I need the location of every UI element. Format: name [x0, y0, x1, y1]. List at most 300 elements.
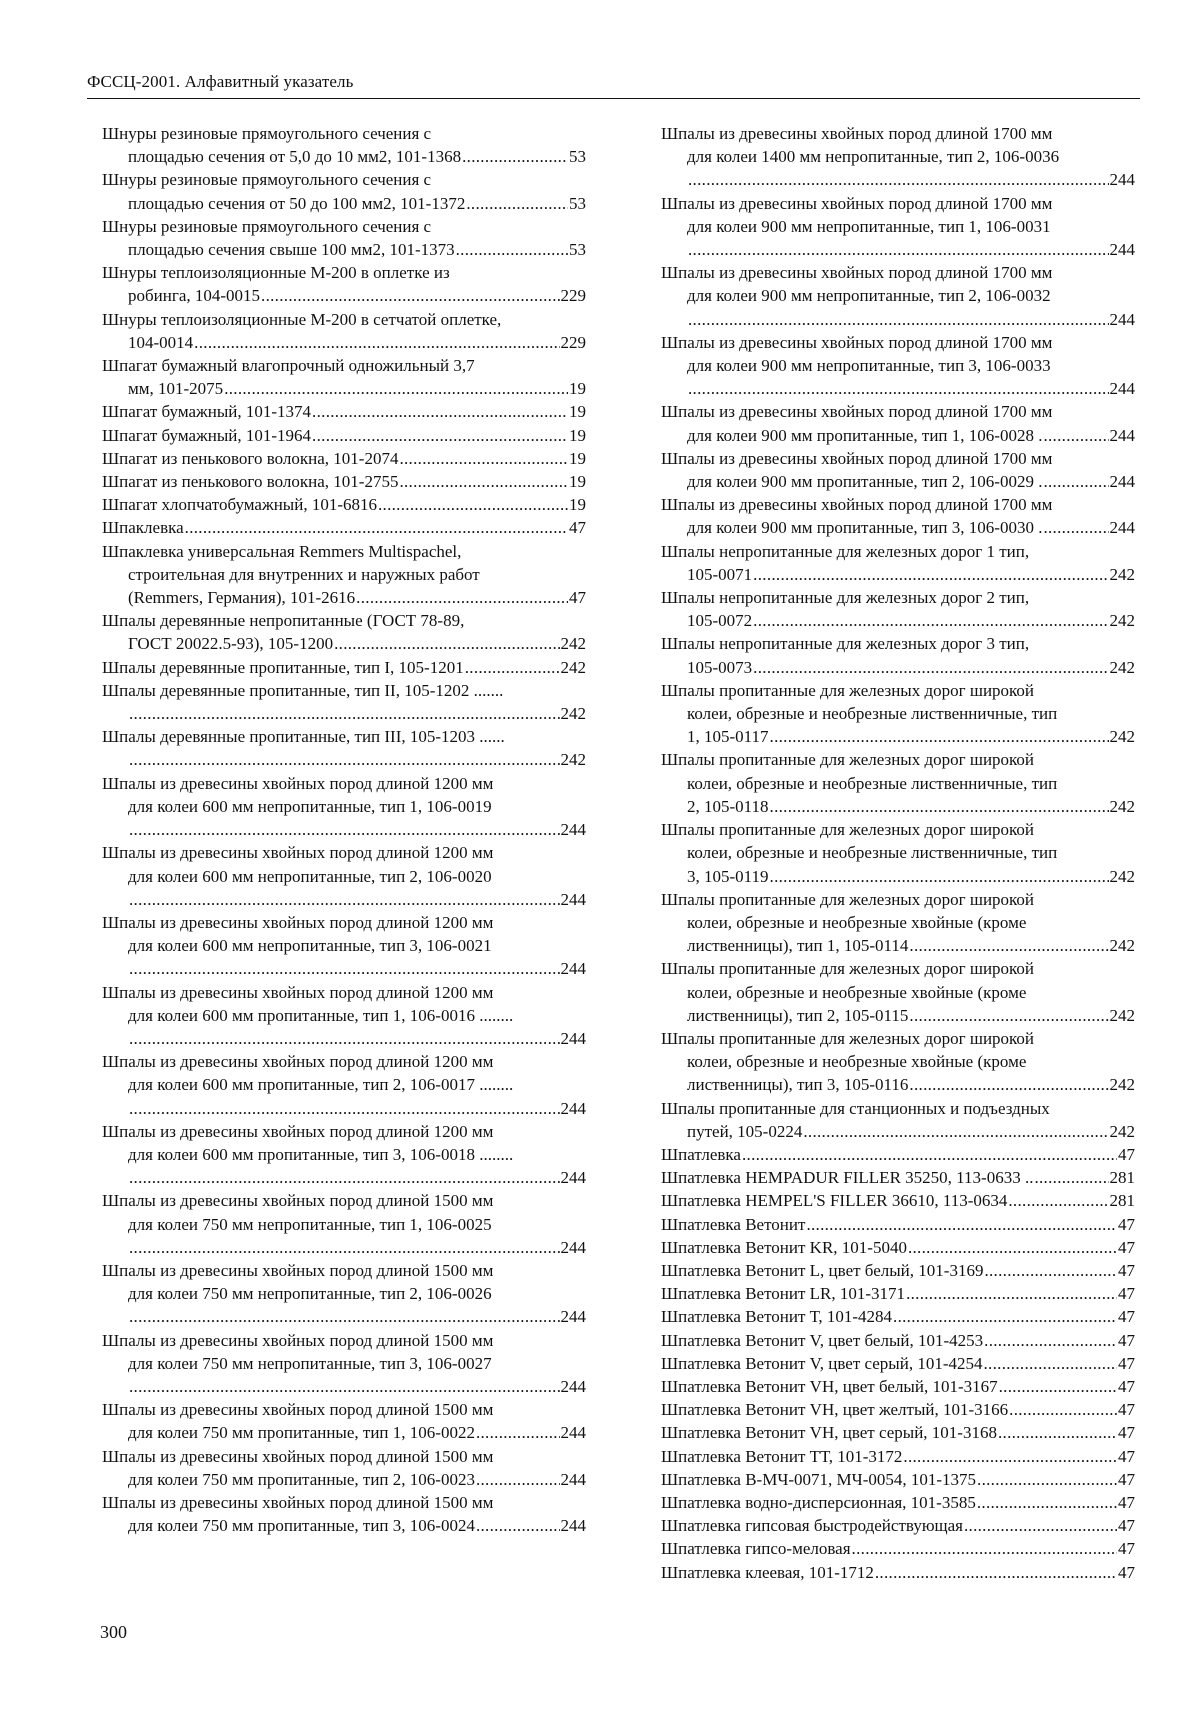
- entry-leader-line: [102, 586, 586, 609]
- index-entry: [661, 1282, 1135, 1305]
- entry-page-number: 242: [1109, 564, 1135, 584]
- entry-leader-line: [102, 447, 586, 470]
- entry-text: ГОСТ 20022.5-93), 105-1200: [128, 634, 334, 654]
- entry-text-line: Шнуры резиновые прямоугольного сечения с: [102, 124, 432, 143]
- entry-page-number: 244: [1109, 170, 1135, 190]
- index-entry: [102, 168, 586, 214]
- entry-page-number: 47: [569, 518, 586, 538]
- entry-leader-line: [102, 1305, 586, 1328]
- dot-leader: [984, 1352, 1118, 1375]
- index-entry: [661, 957, 1135, 1027]
- entry-text: мм, 101-2075: [128, 379, 224, 399]
- dot-leader: [770, 725, 1109, 748]
- entry-leader-line: [661, 470, 1135, 493]
- entry-leader-line: [102, 400, 586, 423]
- dot-leader: [770, 795, 1109, 818]
- entry-page-number: 242: [1109, 1005, 1135, 1025]
- index-entry: [102, 308, 586, 354]
- entry-text-line: Шпалы непропитанные для железных дорог 1 тип,: [661, 541, 1030, 561]
- entry-text-line: колеи, обрезные и необрезные хвойные (кроме: [687, 912, 1027, 932]
- entry-text-line: для колеи 900 мм непропитанные, тип 3, 106-0033: [687, 356, 1051, 376]
- dot-leader: [129, 748, 560, 771]
- dot-leader: [312, 400, 568, 423]
- dot-leader: [806, 1213, 1117, 1236]
- dot-leader: [476, 1514, 560, 1537]
- entry-text-line: для колеи 600 мм пропитанные, тип 2, 106-0017 ........: [128, 1075, 514, 1095]
- entry-page-number: 244: [560, 1423, 586, 1443]
- entry-text: робинга, 104-0015: [128, 286, 261, 306]
- entry-text-line: Шпалы из древесины хвойных пород длиной 1500 мм: [102, 1260, 494, 1280]
- entry-text-line: колеи, обрезные и необрезные лиственничные, тип: [687, 843, 1058, 863]
- entry-text-line: Шпалы из древесины хвойных пород длиной 1700 мм: [661, 402, 1053, 422]
- entry-leader-line: [661, 865, 1135, 888]
- entry-leader-line: [661, 795, 1135, 818]
- entry-leader-line: [102, 145, 586, 168]
- dot-leader: [129, 957, 560, 980]
- entry-text-line: Шпалы из древесины хвойных пород длиной 1700 мм: [661, 448, 1053, 468]
- entry-page-number: 244: [1109, 518, 1135, 538]
- entry-text: Шпагат бумажный, 101-1964: [102, 425, 312, 445]
- index-entry: [661, 818, 1135, 888]
- index-entry: [102, 1189, 586, 1259]
- entry-leader-line: [102, 377, 586, 400]
- index-entry: [661, 1213, 1135, 1236]
- entry-page-number: 244: [560, 820, 586, 840]
- dot-leader: [984, 1259, 1117, 1282]
- dot-leader: [770, 865, 1109, 888]
- dot-leader: [462, 145, 568, 168]
- entry-text-line: Шпалы из древесины хвойных пород длиной 1200 мм: [102, 1121, 494, 1141]
- dot-leader: [465, 656, 560, 679]
- index-entry: [102, 540, 586, 610]
- entry-page-number: 244: [1109, 379, 1135, 399]
- entry-text-line: Шпалы из древесины хвойных пород длиной 1500 мм: [102, 1492, 494, 1512]
- entry-leader-line: [661, 1073, 1135, 1096]
- entry-page-number: 242: [560, 704, 586, 724]
- entry-page-number: 242: [1109, 727, 1135, 747]
- entry-page-number: 47: [1118, 1539, 1135, 1559]
- index-entry: [102, 261, 586, 307]
- index-entry: [102, 1491, 586, 1537]
- entry-page-number: 242: [1109, 657, 1135, 677]
- index-entry: [661, 540, 1135, 586]
- entry-leader-line: [661, 168, 1135, 191]
- entry-page-number: 242: [1109, 1075, 1135, 1095]
- entry-leader-line: [661, 1236, 1135, 1259]
- dot-leader: [688, 168, 1109, 191]
- dot-leader: [906, 1282, 1117, 1305]
- entry-leader-line: [102, 192, 586, 215]
- entry-page-number: 47: [1118, 1330, 1135, 1350]
- entry-page-number: 244: [560, 959, 586, 979]
- dot-leader: [984, 1329, 1117, 1352]
- dot-leader: [129, 1097, 560, 1120]
- entry-page-number: 242: [1109, 1121, 1135, 1141]
- entry-page-number: 242: [1109, 611, 1135, 631]
- entry-page-number: 244: [560, 1028, 586, 1048]
- index-entry: [661, 1421, 1135, 1444]
- entry-leader-line: [661, 377, 1135, 400]
- entry-page-number: 47: [1118, 1376, 1135, 1396]
- entry-page-number: 47: [1118, 1492, 1135, 1512]
- index-entry: [102, 1050, 586, 1120]
- entry-text: Шпатлевка: [661, 1144, 741, 1164]
- entry-leader-line: [102, 284, 586, 307]
- entry-leader-line: [661, 609, 1135, 632]
- entry-text: 105-0072: [687, 611, 753, 631]
- entry-leader-line: [661, 656, 1135, 679]
- dot-leader: [356, 586, 568, 609]
- entry-page-number: 47: [1118, 1284, 1135, 1304]
- dot-leader: [998, 1421, 1117, 1444]
- entry-text: Шпатлевка Ветонит VH, цвет белый, 101-3167: [661, 1376, 998, 1396]
- entry-leader-line: [661, 1143, 1135, 1166]
- index-entry: [661, 1143, 1135, 1166]
- entry-text-line: Шпалы из древесины хвойных пород длиной 1200 мм: [102, 773, 494, 793]
- entry-text: Шпатлевка Ветонит VH, цвет серый, 101-3168: [661, 1423, 997, 1443]
- index-entry: [661, 748, 1135, 818]
- entry-leader-line: [102, 748, 586, 771]
- dot-leader: [261, 284, 559, 307]
- entry-text-line: Шпалы из древесины хвойных пород длиной 1700 мм: [661, 332, 1053, 352]
- entry-page-number: 229: [560, 332, 586, 352]
- entry-page-number: 244: [560, 889, 586, 909]
- dot-leader: [977, 1491, 1117, 1514]
- page-header: [87, 72, 1140, 99]
- dot-leader: [753, 563, 1108, 586]
- entry-page-number: 47: [1118, 1469, 1135, 1489]
- entry-page-number: 242: [1109, 936, 1135, 956]
- entry-page-number: 229: [560, 286, 586, 306]
- entry-leader-line: [102, 632, 586, 655]
- index-entry: [661, 400, 1135, 446]
- dot-leader: [476, 1468, 560, 1491]
- entry-text-line: Шпалы непропитанные для железных дорог 2 тип,: [661, 588, 1030, 608]
- dot-leader: [1008, 1189, 1108, 1212]
- entry-text-line: для колеи 750 мм непропитанные, тип 3, 106-0027: [128, 1353, 492, 1373]
- index-entry: [661, 1445, 1135, 1468]
- entry-text: Шпатлевка Ветонит V, цвет белый, 101-4253: [661, 1330, 984, 1350]
- index-entry: [661, 1491, 1135, 1514]
- dot-leader: [456, 238, 568, 261]
- index-entry: [102, 772, 586, 842]
- entry-page-number: 47: [1118, 1562, 1135, 1582]
- entry-text-line: Шпалы из древесины хвойных пород длиной 1200 мм: [102, 982, 494, 1002]
- entry-text: для колеи 900 мм пропитанные, тип 2, 106-0029 .: [687, 472, 1043, 492]
- entry-text-line: Шнуры теплоизоляционные М-200 в оплетке из: [102, 263, 450, 283]
- entry-text-line: Шпалы из древесины хвойных пород длиной 1500 мм: [102, 1191, 494, 1211]
- entry-text-line: Шпалы пропитанные для железных дорог широкой: [661, 959, 1035, 979]
- entry-text-line: Шпалы пропитанные для станционных и подъездных: [661, 1098, 1050, 1118]
- dot-leader: [742, 1143, 1117, 1166]
- entry-text: 2, 105-0118: [687, 796, 769, 816]
- entry-leader-line: [102, 331, 586, 354]
- entry-page-number: 242: [1109, 796, 1135, 816]
- index-entry: [102, 400, 586, 423]
- index-entry: [661, 261, 1135, 331]
- entry-text: 104-0014: [128, 332, 194, 352]
- entry-text-line: для колеи 750 мм непропитанные, тип 1, 106-0025: [128, 1214, 492, 1234]
- dot-leader: [378, 493, 568, 516]
- index-entry: [661, 1329, 1135, 1352]
- index-entry: [661, 1352, 1135, 1375]
- dot-leader: [399, 447, 568, 470]
- entry-text-line: Шпалы из древесины хвойных пород длиной 1700 мм: [661, 193, 1053, 213]
- entry-page-number: 281: [1109, 1168, 1135, 1188]
- entry-text-line: Шпалы пропитанные для железных дорог широкой: [661, 750, 1035, 770]
- entry-text-line: Шпалы пропитанные для железных дорог широкой: [661, 1028, 1035, 1048]
- entry-leader-line: [102, 238, 586, 261]
- index-entry: [102, 424, 586, 447]
- index-entry: [102, 981, 586, 1051]
- dot-leader: [852, 1537, 1117, 1560]
- dot-leader: [753, 609, 1108, 632]
- index-entry: [661, 1537, 1135, 1560]
- entry-text: площадью сечения от 5,0 до 10 мм2, 101-1368: [128, 147, 462, 167]
- entry-text: Шпатлевка клеевая, 101-1712: [661, 1562, 874, 1582]
- index-entry: [661, 586, 1135, 632]
- entry-text-line: Шпалы из древесины хвойных пород длиной 1200 мм: [102, 843, 494, 863]
- dot-leader: [999, 1375, 1117, 1398]
- index-entry: [102, 841, 586, 911]
- entry-leader-line: [102, 818, 586, 841]
- dot-leader: [194, 331, 559, 354]
- dot-leader: [312, 424, 568, 447]
- entry-text: для колеи 900 мм пропитанные, тип 1, 106-0028 .: [687, 425, 1043, 445]
- dot-leader: [1034, 1166, 1108, 1189]
- entry-text-line: Шпалы деревянные пропитанные, тип III, 105-1203 ......: [102, 727, 505, 747]
- entry-page-number: 244: [1109, 309, 1135, 329]
- entry-leader-line: [102, 1166, 586, 1189]
- entry-text: площадью сечения свыше 100 мм2, 101-1373: [128, 240, 455, 260]
- entry-text-line: колеи, обрезные и необрезные хвойные (кроме: [687, 1052, 1027, 1072]
- dot-leader: [129, 1375, 560, 1398]
- entry-page-number: 242: [560, 657, 586, 677]
- entry-leader-line: [102, 470, 586, 493]
- entry-leader-line: [661, 1514, 1135, 1537]
- entry-page-number: 244: [560, 1237, 586, 1257]
- entry-text: Шпаклевка: [102, 518, 184, 538]
- entry-page-number: 19: [569, 379, 586, 399]
- page-number: 300: [100, 1622, 127, 1642]
- index-entry: [661, 1259, 1135, 1282]
- entry-leader-line: [661, 1120, 1135, 1143]
- entry-text-line: Шнуры резиновые прямоугольного сечения с: [102, 216, 432, 236]
- entry-leader-line: [661, 1468, 1135, 1491]
- right-column: [661, 122, 1135, 1584]
- entry-text-line: Шпалы пропитанные для железных дорог широкой: [661, 889, 1035, 909]
- entry-text-line: для колеи 900 мм непропитанные, тип 2, 106-0032: [687, 286, 1051, 306]
- entry-page-number: 19: [569, 402, 586, 422]
- entry-text-line: Шпалы пропитанные для железных дорог широкой: [661, 820, 1035, 840]
- entry-text: Шпатлевка гипсовая быстродействующая: [661, 1516, 963, 1536]
- index-entry: [661, 1305, 1135, 1328]
- entry-leader-line: [102, 1468, 586, 1491]
- entry-text: Шпатлевка HEMPADUR FILLER 35250, 113-0633 ..: [661, 1168, 1034, 1188]
- entry-text-line: Шпалы из древесины хвойных пород длиной 1200 мм: [102, 1052, 494, 1072]
- dot-leader: [129, 1166, 560, 1189]
- entry-page-number: 281: [1109, 1191, 1135, 1211]
- index-entry: [102, 1398, 586, 1444]
- dot-leader: [399, 470, 568, 493]
- entry-leader-line: [661, 934, 1135, 957]
- entry-leader-line: [661, 308, 1135, 331]
- entry-page-number: 244: [560, 1376, 586, 1396]
- dot-leader: [908, 1236, 1117, 1259]
- index-entry: [661, 1027, 1135, 1097]
- index-entry: [661, 122, 1135, 192]
- entry-text-line: колеи, обрезные и необрезные лиственничные, тип: [687, 773, 1058, 793]
- entry-text: 1, 105-0117: [687, 727, 769, 747]
- entry-leader-line: [661, 725, 1135, 748]
- entry-page-number: 242: [560, 750, 586, 770]
- entry-leader-line: [661, 424, 1135, 447]
- index-entry: [102, 1445, 586, 1491]
- entry-leader-line: [661, 1375, 1135, 1398]
- entry-text-line: Шпалы деревянные непропитанные (ГОСТ 78-89,: [102, 611, 465, 631]
- entry-page-number: 244: [1109, 425, 1135, 445]
- index-entry: [661, 1561, 1135, 1584]
- entry-text-line: Шпалы деревянные пропитанные, тип II, 105-1202 .......: [102, 680, 504, 700]
- dot-leader: [688, 308, 1109, 331]
- entry-text-line: для колеи 1400 мм непропитанные, тип 2, 106-0036: [687, 147, 1060, 167]
- entry-page-number: 244: [560, 1516, 586, 1536]
- entry-text: Шпатлевка Ветонит: [661, 1214, 806, 1234]
- entry-leader-line: [661, 1352, 1135, 1375]
- entry-leader-line: [661, 1282, 1135, 1305]
- entry-text: для колеи 900 мм пропитанные, тип 3, 106-0030 .: [687, 518, 1043, 538]
- index-entry: [661, 331, 1135, 401]
- entry-text: для колеи 750 мм пропитанные, тип 2, 106-0023: [128, 1469, 475, 1489]
- dot-leader: [688, 377, 1109, 400]
- entry-leader-line: [661, 1561, 1135, 1584]
- entry-leader-line: [661, 1398, 1135, 1421]
- entry-text-line: Шнуры резиновые прямоугольного сечения с: [102, 170, 432, 190]
- entry-text: лиственницы), тип 2, 105-0115: [687, 1005, 909, 1025]
- entry-text: 105-0071: [687, 564, 753, 584]
- entry-text: Шпатлевка водно-дисперсионная, 101-3585: [661, 1492, 976, 1512]
- dot-leader: [903, 1445, 1117, 1468]
- entry-leader-line: [102, 1421, 586, 1444]
- entry-leader-line: [661, 1189, 1135, 1212]
- index-entry: [102, 470, 586, 493]
- dot-leader: [977, 1468, 1117, 1491]
- entry-page-number: 19: [569, 425, 586, 445]
- entry-leader-line: [661, 1259, 1135, 1282]
- index-entry: [661, 493, 1135, 539]
- entry-leader-line: [661, 1166, 1135, 1189]
- index-entry: [661, 1468, 1135, 1491]
- entry-page-number: 47: [1118, 1353, 1135, 1373]
- entry-leader-line: [661, 1445, 1135, 1468]
- entry-page-number: 242: [1109, 866, 1135, 886]
- entry-leader-line: [102, 1097, 586, 1120]
- dot-leader: [1043, 470, 1108, 493]
- dot-leader: [129, 702, 560, 725]
- entry-leader-line: [661, 1004, 1135, 1027]
- dot-leader: [803, 1120, 1108, 1143]
- entry-page-number: 19: [569, 472, 586, 492]
- dot-leader: [129, 1027, 560, 1050]
- entry-page-number: 53: [569, 147, 586, 167]
- entry-text-line: Шпалы из древесины хвойных пород длиной 1200 мм: [102, 912, 494, 932]
- entry-leader-line: [102, 888, 586, 911]
- entry-leader-line: [661, 1213, 1135, 1236]
- dot-leader: [129, 818, 560, 841]
- index-entry: [661, 1375, 1135, 1398]
- index-entry: [102, 609, 586, 655]
- entry-leader-line: [661, 238, 1135, 261]
- index-entry: [661, 192, 1135, 262]
- entry-page-number: 242: [560, 634, 586, 654]
- entry-text: площадью сечения от 50 до 100 мм2, 101-1372: [128, 193, 466, 213]
- entry-text: Шпатлевка Ветонит VH, цвет желтый, 101-3166: [661, 1400, 1009, 1420]
- index-entry: [102, 1120, 586, 1190]
- entry-leader-line: [661, 1329, 1135, 1352]
- index-entry: [102, 122, 586, 168]
- index-entry: [102, 1329, 586, 1399]
- index-entry: [661, 1514, 1135, 1537]
- entry-page-number: 47: [569, 588, 586, 608]
- header-title: ФССЦ-2001. Алфавитный указатель: [87, 72, 354, 91]
- index-entry: [102, 725, 586, 771]
- entry-text: Шпагат из пенькового волокна, 101-2755: [102, 472, 399, 492]
- entry-page-number: 53: [569, 193, 586, 213]
- dot-leader: [185, 516, 568, 539]
- entry-leader-line: [661, 1421, 1135, 1444]
- dot-leader: [893, 1305, 1117, 1328]
- entry-text-line: Шпагат бумажный влагопрочный одножильный 3,7: [102, 356, 475, 376]
- index-entry: [661, 1189, 1135, 1212]
- entry-text: 3, 105-0119: [687, 866, 769, 886]
- entry-page-number: 47: [1118, 1214, 1135, 1234]
- entry-text-line: для колеи 600 мм непропитанные, тип 2, 106-0020: [128, 866, 492, 886]
- entry-text-line: для колеи 600 мм непропитанные, тип 1, 106-0019: [128, 796, 492, 816]
- entry-page-number: 47: [1118, 1400, 1135, 1420]
- index-entry: [661, 1166, 1135, 1189]
- index-entry: [102, 215, 586, 261]
- entry-text: для колеи 750 мм пропитанные, тип 1, 106-0022: [128, 1423, 475, 1443]
- index-entry: [102, 679, 586, 725]
- entry-leader-line: [102, 493, 586, 516]
- dot-leader: [1009, 1398, 1117, 1421]
- entry-page-number: 47: [1118, 1446, 1135, 1466]
- entry-page-number: 47: [1118, 1423, 1135, 1443]
- entry-text: лиственницы), тип 3, 105-0116: [687, 1075, 909, 1095]
- entry-page-number: 19: [569, 495, 586, 515]
- dot-leader: [129, 1305, 560, 1328]
- entry-text: Шпалы деревянные пропитанные, тип I, 105-1201: [102, 657, 464, 677]
- entry-text: путей, 105-0224: [687, 1121, 803, 1141]
- dot-leader: [1043, 424, 1108, 447]
- entry-leader-line: [661, 563, 1135, 586]
- entry-text-line: для колеи 600 мм непропитанные, тип 3, 106-0021: [128, 936, 492, 956]
- index-entry: [102, 516, 586, 539]
- index-entry: [102, 354, 586, 400]
- entry-text-line: Шпаклевка универсальная Remmers Multispachel,: [102, 541, 462, 561]
- entry-text-line: Шпалы из древесины хвойных пород длиной 1700 мм: [661, 124, 1053, 143]
- entry-page-number: 19: [569, 448, 586, 468]
- entry-leader-line: [102, 1375, 586, 1398]
- entry-leader-line: [661, 516, 1135, 539]
- entry-leader-line: [102, 1236, 586, 1259]
- entry-text-line: колеи, обрезные и необрезные хвойные (кроме: [687, 982, 1027, 1002]
- dot-leader: [334, 632, 559, 655]
- dot-leader: [466, 192, 568, 215]
- index-entry: [661, 447, 1135, 493]
- entry-text-line: Шнуры теплоизоляционные М-200 в сетчатой оплетке,: [102, 309, 502, 329]
- entry-page-number: 47: [1118, 1237, 1135, 1257]
